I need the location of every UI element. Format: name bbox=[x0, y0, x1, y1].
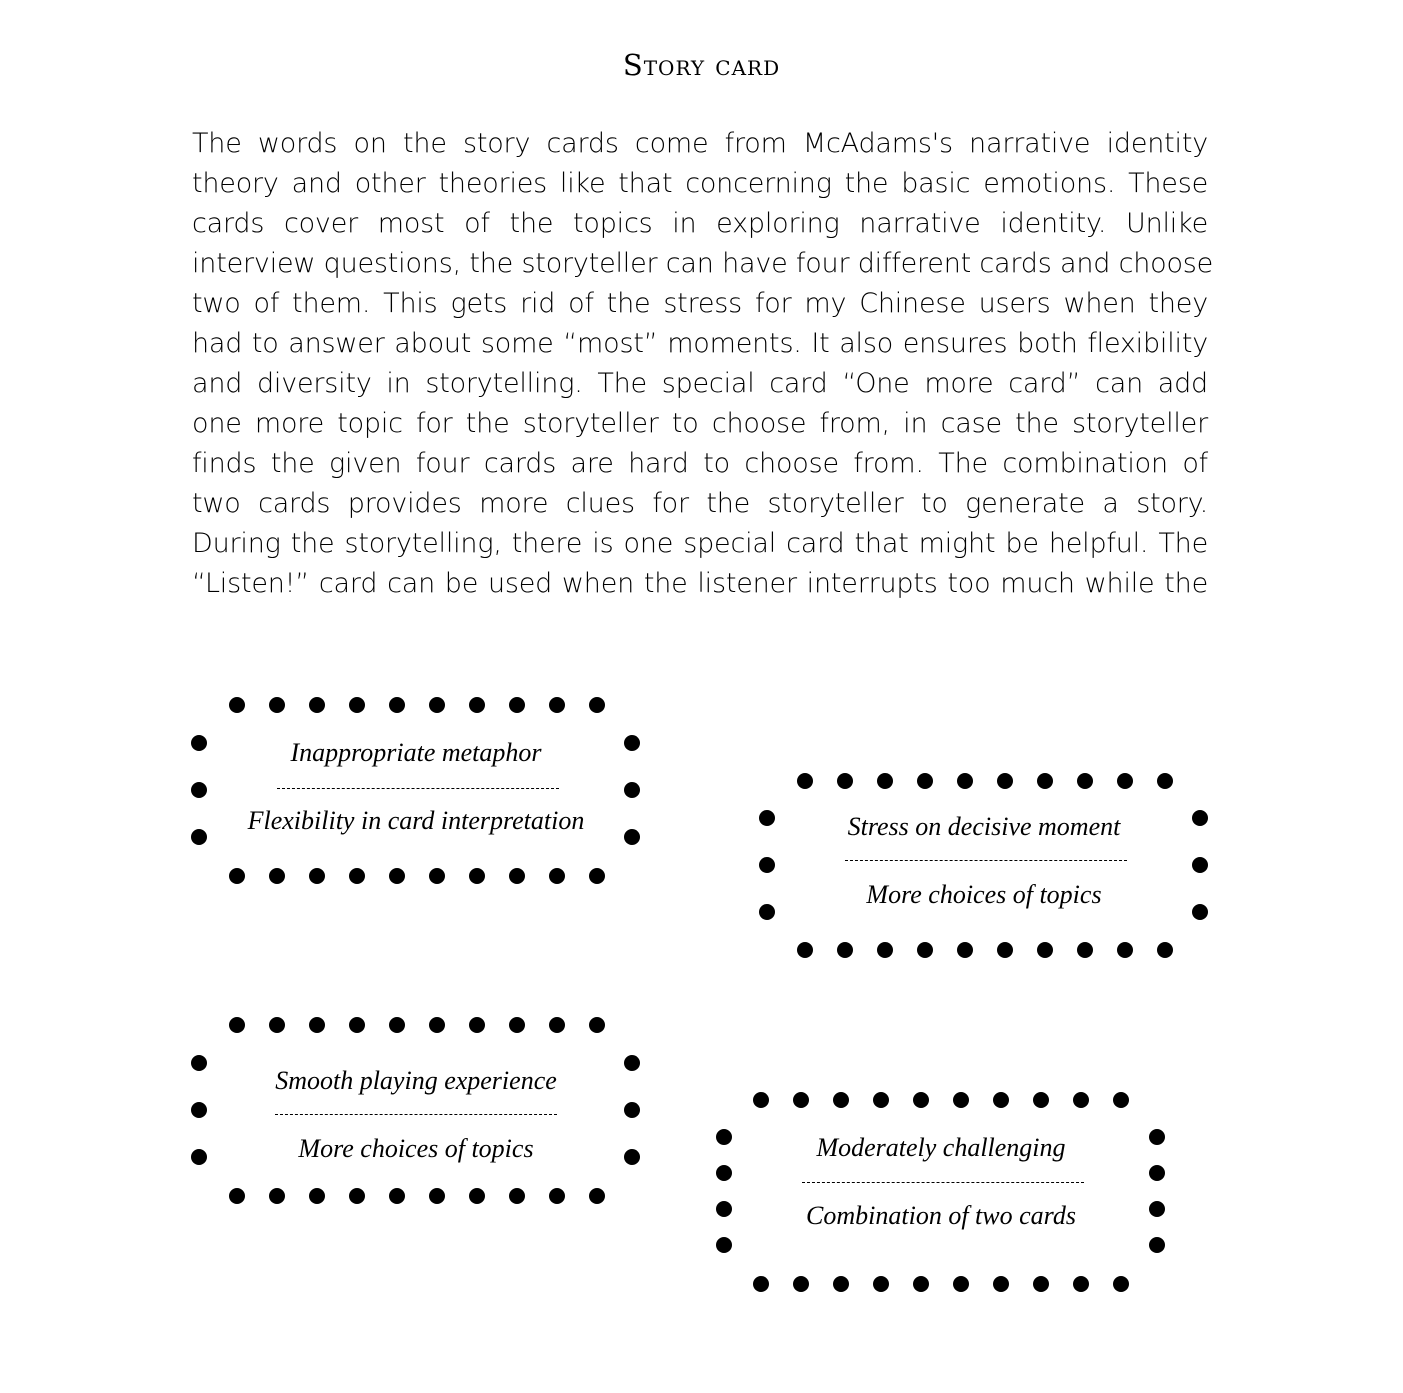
border-dot bbox=[349, 1017, 365, 1033]
card-top-text: Stress on decisive moment bbox=[847, 812, 1121, 841]
border-dot bbox=[589, 1017, 605, 1033]
border-dot bbox=[877, 942, 893, 958]
border-dot bbox=[997, 942, 1013, 958]
border-dot bbox=[509, 1017, 525, 1033]
border-dot bbox=[269, 1188, 285, 1204]
border-dot bbox=[389, 1017, 405, 1033]
border-dot bbox=[1149, 1201, 1165, 1217]
border-dot bbox=[509, 1188, 525, 1204]
card-bottom-text: Flexibility in card interpretation bbox=[247, 806, 585, 835]
border-dot bbox=[469, 868, 485, 884]
border-dot bbox=[269, 1017, 285, 1033]
body-line: interview questions, the storyteller can have four different cards and choose bbox=[192, 248, 1214, 279]
border-dot bbox=[191, 1102, 207, 1118]
card-bottom-text: Combination of two cards bbox=[806, 1201, 1076, 1230]
border-dot bbox=[1117, 942, 1133, 958]
border-dot bbox=[309, 868, 325, 884]
border-dot bbox=[349, 1188, 365, 1204]
border-dot bbox=[589, 1188, 605, 1204]
border-dot bbox=[549, 868, 565, 884]
border-dot bbox=[1157, 942, 1173, 958]
border-dot bbox=[1077, 942, 1093, 958]
border-dot bbox=[917, 773, 933, 789]
border-dot bbox=[191, 1149, 207, 1165]
border-dot bbox=[913, 1092, 929, 1108]
body-line: one more topic for the storyteller to choose from, in case the storyteller bbox=[192, 408, 1208, 439]
border-dot bbox=[624, 1149, 640, 1165]
border-dot bbox=[833, 1092, 849, 1108]
border-dot bbox=[509, 697, 525, 713]
border-dot bbox=[759, 857, 775, 873]
border-dot bbox=[917, 942, 933, 958]
border-dot bbox=[793, 1092, 809, 1108]
story-card-smooth-playing-experience bbox=[191, 1016, 641, 1206]
card-bottom-text: More choices of topics bbox=[866, 880, 1102, 909]
body-line: two cards provides more clues for the storyteller to generate a story. bbox=[192, 488, 1208, 519]
border-dot bbox=[1037, 773, 1053, 789]
story-card-stress-on-decisive-moment bbox=[759, 772, 1209, 962]
border-dot bbox=[469, 697, 485, 713]
border-dot bbox=[759, 810, 775, 826]
border-dot bbox=[716, 1201, 732, 1217]
card-divider bbox=[802, 1182, 1084, 1183]
border-dot bbox=[873, 1092, 889, 1108]
border-dot bbox=[837, 942, 853, 958]
border-dot bbox=[1192, 857, 1208, 873]
border-dot bbox=[1073, 1276, 1089, 1292]
border-dot bbox=[589, 868, 605, 884]
border-dot bbox=[191, 735, 207, 751]
border-dot bbox=[1117, 773, 1133, 789]
border-dot bbox=[429, 1017, 445, 1033]
body-line: During the storytelling, there is one special card that might be helpful. The bbox=[192, 528, 1208, 559]
card-bottom-text: More choices of topics bbox=[298, 1134, 534, 1163]
border-dot bbox=[1149, 1129, 1165, 1145]
border-dot bbox=[753, 1276, 769, 1292]
border-dot bbox=[837, 773, 853, 789]
border-dot bbox=[624, 829, 640, 845]
border-dot bbox=[389, 1188, 405, 1204]
card-divider bbox=[275, 1114, 557, 1115]
body-line: finds the given four cards are hard to choose from. The combination of bbox=[192, 448, 1208, 479]
border-dot bbox=[624, 1102, 640, 1118]
border-dot bbox=[624, 735, 640, 751]
body-line: “Listen!” card can be used when the listener interrupts too much while the bbox=[192, 568, 1208, 599]
border-dot bbox=[429, 1188, 445, 1204]
border-dot bbox=[1037, 942, 1053, 958]
border-dot bbox=[389, 868, 405, 884]
border-dot bbox=[957, 942, 973, 958]
story-card-inappropriate-metaphor bbox=[191, 696, 641, 886]
border-dot bbox=[716, 1165, 732, 1181]
border-dot bbox=[1073, 1092, 1089, 1108]
border-dot bbox=[229, 1188, 245, 1204]
border-dot bbox=[229, 1017, 245, 1033]
border-dot bbox=[549, 1188, 565, 1204]
page-heading: Story card bbox=[622, 48, 781, 82]
border-dot bbox=[429, 868, 445, 884]
card-top-text: Inappropriate metaphor bbox=[290, 738, 542, 767]
border-dot bbox=[953, 1092, 969, 1108]
border-dot bbox=[797, 773, 813, 789]
story-card-moderately-challenging bbox=[716, 1091, 1166, 1291]
border-dot bbox=[1149, 1165, 1165, 1181]
border-dot bbox=[269, 868, 285, 884]
border-dot bbox=[793, 1276, 809, 1292]
border-dot bbox=[953, 1276, 969, 1292]
border-dot bbox=[759, 904, 775, 920]
body-line: two of them. This gets rid of the stress for my Chinese users when they bbox=[192, 288, 1208, 319]
body-line: The words on the story cards come from McAdams's narrative identity bbox=[192, 128, 1208, 159]
border-dot bbox=[469, 1017, 485, 1033]
body-paragraph bbox=[192, 124, 1214, 604]
border-dot bbox=[997, 773, 1013, 789]
border-dot bbox=[877, 773, 893, 789]
border-dot bbox=[589, 697, 605, 713]
border-dot bbox=[1157, 773, 1173, 789]
border-dot bbox=[191, 1055, 207, 1071]
border-dot bbox=[229, 697, 245, 713]
border-dot bbox=[1077, 773, 1093, 789]
border-dot bbox=[509, 868, 525, 884]
body-line: theory and other theories like that concerning the basic emotions. These bbox=[192, 168, 1208, 199]
body-line: cards cover most of the topics in exploring narrative identity. Unlike bbox=[192, 208, 1208, 239]
border-dot bbox=[833, 1276, 849, 1292]
border-dot bbox=[349, 868, 365, 884]
border-dot bbox=[797, 942, 813, 958]
border-dot bbox=[349, 697, 365, 713]
body-line: and diversity in storytelling. The special card “One more card” can add bbox=[192, 368, 1208, 399]
border-dot bbox=[269, 697, 285, 713]
border-dot bbox=[957, 773, 973, 789]
border-dot bbox=[624, 782, 640, 798]
card-divider bbox=[277, 788, 559, 789]
border-dot bbox=[549, 1017, 565, 1033]
border-dot bbox=[1149, 1237, 1165, 1253]
border-dot bbox=[1192, 904, 1208, 920]
border-dot bbox=[753, 1092, 769, 1108]
border-dot bbox=[389, 697, 405, 713]
card-top-text: Smooth playing experience bbox=[275, 1066, 557, 1095]
border-dot bbox=[1192, 810, 1208, 826]
border-dot bbox=[1033, 1276, 1049, 1292]
body-line: had to answer about some “most” moments. It also ensures both flexibility bbox=[192, 328, 1208, 359]
border-dot bbox=[624, 1055, 640, 1071]
border-dot bbox=[309, 1188, 325, 1204]
card-top-text: Moderately challenging bbox=[816, 1133, 1066, 1162]
border-dot bbox=[429, 697, 445, 713]
border-dot bbox=[1113, 1276, 1129, 1292]
border-dot bbox=[549, 697, 565, 713]
border-dot bbox=[716, 1237, 732, 1253]
border-dot bbox=[993, 1276, 1009, 1292]
border-dot bbox=[716, 1129, 732, 1145]
border-dot bbox=[1113, 1092, 1129, 1108]
border-dot bbox=[873, 1276, 889, 1292]
border-dot bbox=[993, 1092, 1009, 1108]
border-dot bbox=[191, 782, 207, 798]
border-dot bbox=[1033, 1092, 1049, 1108]
border-dot bbox=[309, 697, 325, 713]
border-dot bbox=[913, 1276, 929, 1292]
border-dot bbox=[191, 829, 207, 845]
card-divider bbox=[845, 860, 1127, 861]
border-dot bbox=[469, 1188, 485, 1204]
border-dot bbox=[309, 1017, 325, 1033]
border-dot bbox=[229, 868, 245, 884]
